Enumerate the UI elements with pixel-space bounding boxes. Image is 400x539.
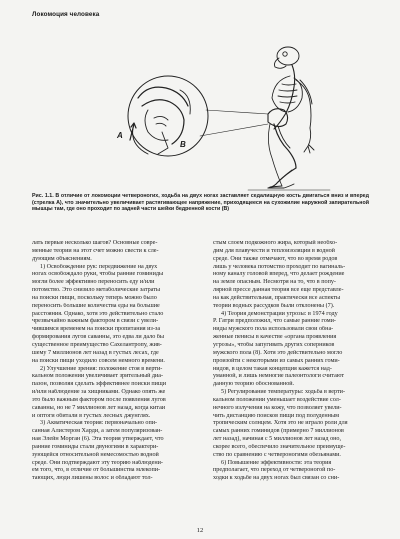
text-line: лать первые несколько шагов? Основные совре- bbox=[32, 240, 158, 246]
text-line: это было важным фактором после появления лугов bbox=[32, 396, 166, 403]
running-head: Локомоция человека bbox=[32, 11, 100, 18]
text-line: 6) Повышение эффективности: эта теория bbox=[221, 459, 332, 466]
text-line: дим для плавучести и теплоизоляции в водной bbox=[213, 247, 335, 254]
text-line: данную теорию обоснованной. bbox=[213, 381, 295, 388]
text-line: и оптоги обитали в густых лесных джунглях. bbox=[32, 412, 151, 419]
text-line: ниды мужского пола использовали свои обна- bbox=[213, 326, 334, 333]
figure-label-b: B bbox=[180, 140, 186, 149]
text-line: ем того, что, в отличие от большинства млекопи- bbox=[32, 467, 161, 474]
text-line: среде. Они также отмечают, что во время родов bbox=[213, 255, 338, 262]
text-line: 5) Регулирование температуры: ходьба в верти- bbox=[221, 389, 346, 396]
text-line: шему 7 миллионов лет назад в густых лесах, где bbox=[32, 349, 159, 356]
figure-label-a: A bbox=[117, 131, 123, 140]
text-line: среде. Они подтверждают эту теорию наблюдени- bbox=[32, 459, 163, 466]
text-line: предполагает, что переход от четвероногой по- bbox=[213, 467, 336, 474]
text-line: санная Алистером Харди, а затем популяризован- bbox=[32, 428, 163, 435]
text-line: нечного излучения на кожу, что позволяет увели- bbox=[213, 404, 342, 411]
text-line: тропическим солнцем. Хотя это не играло роли для bbox=[213, 420, 348, 427]
text-line: женные пенисы в качестве «органа проявления bbox=[213, 334, 337, 341]
figure-caption: Рис. 1.1. В отличие от локомоции четвероногих, ходьба на двух ногах заставляет седалищную кость двигаться вниз и вперед (стрелка А), что значительно увеличивает растягивающее напряжение, приходящееся на сухожилие наружной запирательной мышцы там, где оно проходит по задней части шейки бедренной кости (В) bbox=[32, 193, 369, 213]
text-line: лярной прессе данная теория все еще представле- bbox=[213, 287, 344, 294]
text-line: лишь у человека потомство проходит по вагиналь- bbox=[213, 263, 346, 270]
text-line: формирования лугов саванны, это едва ли дало бы bbox=[32, 334, 165, 341]
text-line: на как действительная, практически все аспекты bbox=[213, 294, 341, 301]
text-line: кальном положении увеличивает зрительный диа- bbox=[32, 373, 164, 380]
text-line: произойти с некоторыми из самых ранних гоми- bbox=[213, 357, 340, 364]
text-line: угрозы», чтобы запугивать других соперников bbox=[213, 341, 335, 348]
text-line: теории водных рассудков были отклонены (7). bbox=[213, 302, 335, 309]
text-line: саванны, но не 7 миллионов лет назад, когда китаи bbox=[32, 404, 166, 411]
text-line: ная Элейн Морган (6). Эта теория утверждает, что bbox=[32, 436, 164, 443]
text-line: мужского пола (8). Хотя это действительно могло bbox=[213, 349, 343, 356]
text-line: лет назад), начиная с 5 миллионов лет назад оно, bbox=[213, 436, 342, 443]
text-line: 4) Теория демонстрации угрозы: в 1974 году bbox=[221, 310, 338, 317]
text-column-left bbox=[32, 240, 188, 483]
skeleton-drawing bbox=[30, 28, 370, 193]
text-line: пазон, позволяя сделать эффективнее поиски пищи bbox=[32, 381, 166, 388]
text-line: дующим объяснениям. bbox=[32, 255, 92, 262]
text-line: стым слоем подкожного жира, который необхо- bbox=[213, 240, 338, 246]
text-line: тающих, люди лишены волос и обладают тол- bbox=[32, 475, 153, 482]
text-line: чившимся временем на поиски пропитания из-за bbox=[32, 326, 161, 333]
text-line: на поиски пищи уходило совсем немного времени. bbox=[32, 357, 165, 364]
text-line: уманной, и лишь немногие палеонтологи считают bbox=[213, 373, 345, 380]
text-line: зующейся относительной немесомостью водной bbox=[32, 451, 159, 458]
text-line: скорее всего, обеспечило значительное преимуще- bbox=[213, 443, 346, 450]
page-number: 12 bbox=[196, 527, 204, 534]
text-line: существенное преимущество Сахелантропу, жив- bbox=[32, 341, 162, 348]
text-line: Р. Гатри предположил, что самые ранние гоми- bbox=[213, 318, 336, 325]
text-column-right bbox=[213, 240, 369, 483]
text-line: ходки к ходьбе на двух ногах был связан со сни- bbox=[213, 475, 340, 482]
text-line: чрезвычайно важным фактором в связи с увели- bbox=[32, 318, 159, 325]
text-line: кальном положении уменьшает воздействие сол- bbox=[213, 396, 341, 403]
text-line: и/или наблюдение за хищниками. Однако опять же bbox=[32, 389, 166, 396]
text-line: ство по сравнению с четвероногими обезьянами. bbox=[213, 451, 341, 458]
text-line: 3) Акватическая теория: первоначально опи- bbox=[40, 420, 158, 427]
text-line: ному каналу головой вперед, что делает рождение bbox=[213, 271, 345, 278]
text-line: чить дистанцию поисков пищи под полуденным bbox=[213, 412, 339, 419]
text-line: 1) Освобождение рук: передвижение на двух bbox=[40, 263, 158, 270]
text-line: самых ранних гоминидов (примерно 7 миллионов bbox=[213, 428, 344, 435]
text-line: расстояния. Однако, хотя это действительно стало bbox=[32, 310, 164, 317]
text-line: на земле опасным. Несмотря на то, что в попу- bbox=[213, 279, 336, 286]
text-line: ногах освобождало руки, чтобы ранние гоминиды bbox=[32, 271, 164, 278]
text-line: на поиски пищи, поскольку теперь можно было bbox=[32, 294, 157, 301]
text-line: переносить бо́льшие количества еды на бо́льшие bbox=[32, 302, 160, 309]
text-line: могли более эффективно переносить еду и/или bbox=[32, 279, 155, 286]
text-line: потомство. Это снизило метаболические затраты bbox=[32, 287, 161, 294]
text-line: 2) Улучшение зрения: положение стоя в верти- bbox=[40, 365, 163, 372]
text-line: менные теории на этот счет можно свести к сле- bbox=[32, 247, 159, 254]
text-line: ранние гоминиды стали двуногими в характери- bbox=[32, 443, 159, 450]
text-line: нидов, в целом такая концепция кажется над- bbox=[213, 365, 332, 372]
